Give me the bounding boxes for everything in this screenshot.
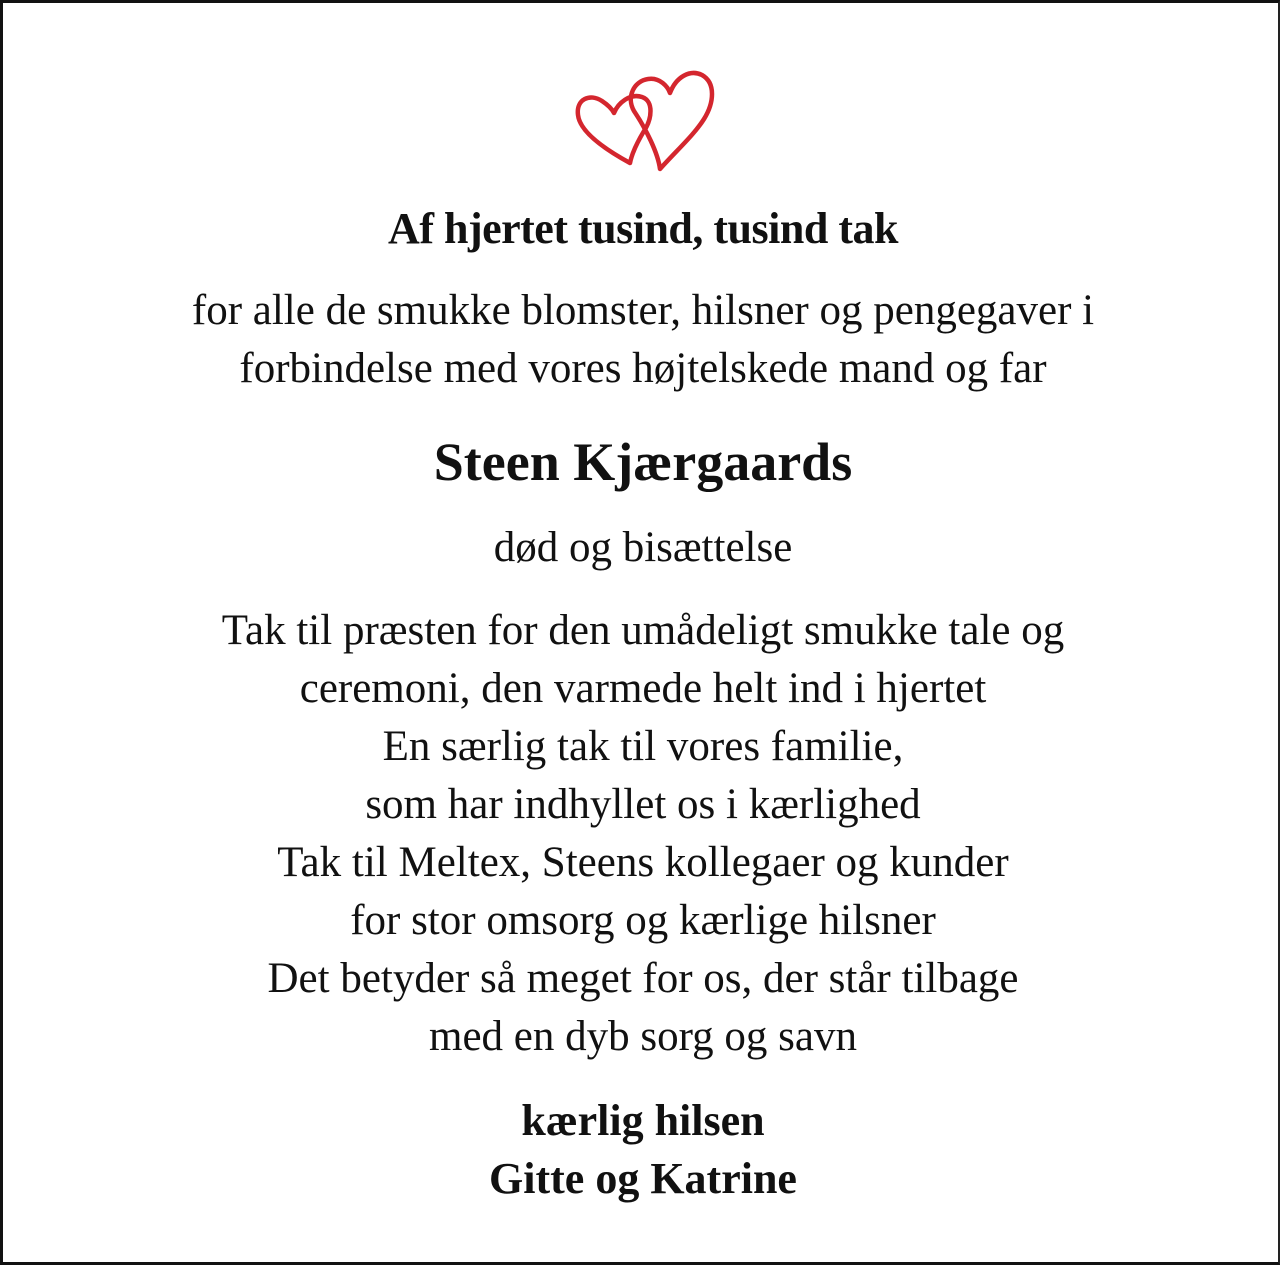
signature-names: Gitte og Katrine bbox=[489, 1154, 797, 1203]
hearts-icon bbox=[568, 63, 718, 173]
body-line: Tak til Meltex, Steens kollegaer og kunder bbox=[277, 839, 1009, 886]
headline: Af hjertet tusind, tusind tak bbox=[388, 204, 898, 253]
body-line: med en dyb sorg og savn bbox=[429, 1013, 857, 1060]
body-line: Det betyder så meget for os, der står tilbage bbox=[267, 955, 1019, 1002]
subtitle: død og bisættelse bbox=[493, 524, 793, 571]
body-line: som har indhyllet os i kærlighed bbox=[365, 781, 921, 828]
intro-line: forbindelse med vores højtelskede mand og far bbox=[239, 345, 1047, 392]
body-line: ceremoni, den varmede helt ind i hjertet bbox=[299, 665, 987, 712]
body-line: for stor omsorg og kærlige hilsner bbox=[350, 897, 936, 944]
body-line: En særlig tak til vores familie, bbox=[382, 723, 904, 770]
body-line: Tak til præsten for den umådeligt smukke tale og bbox=[221, 607, 1065, 654]
signature-greeting: kærlig hilsen bbox=[521, 1096, 765, 1145]
intro-line: for alle de smukke blomster, hilsner og pengegaver i bbox=[191, 287, 1095, 334]
deceased-name: Steen Kjærgaards bbox=[433, 432, 853, 492]
